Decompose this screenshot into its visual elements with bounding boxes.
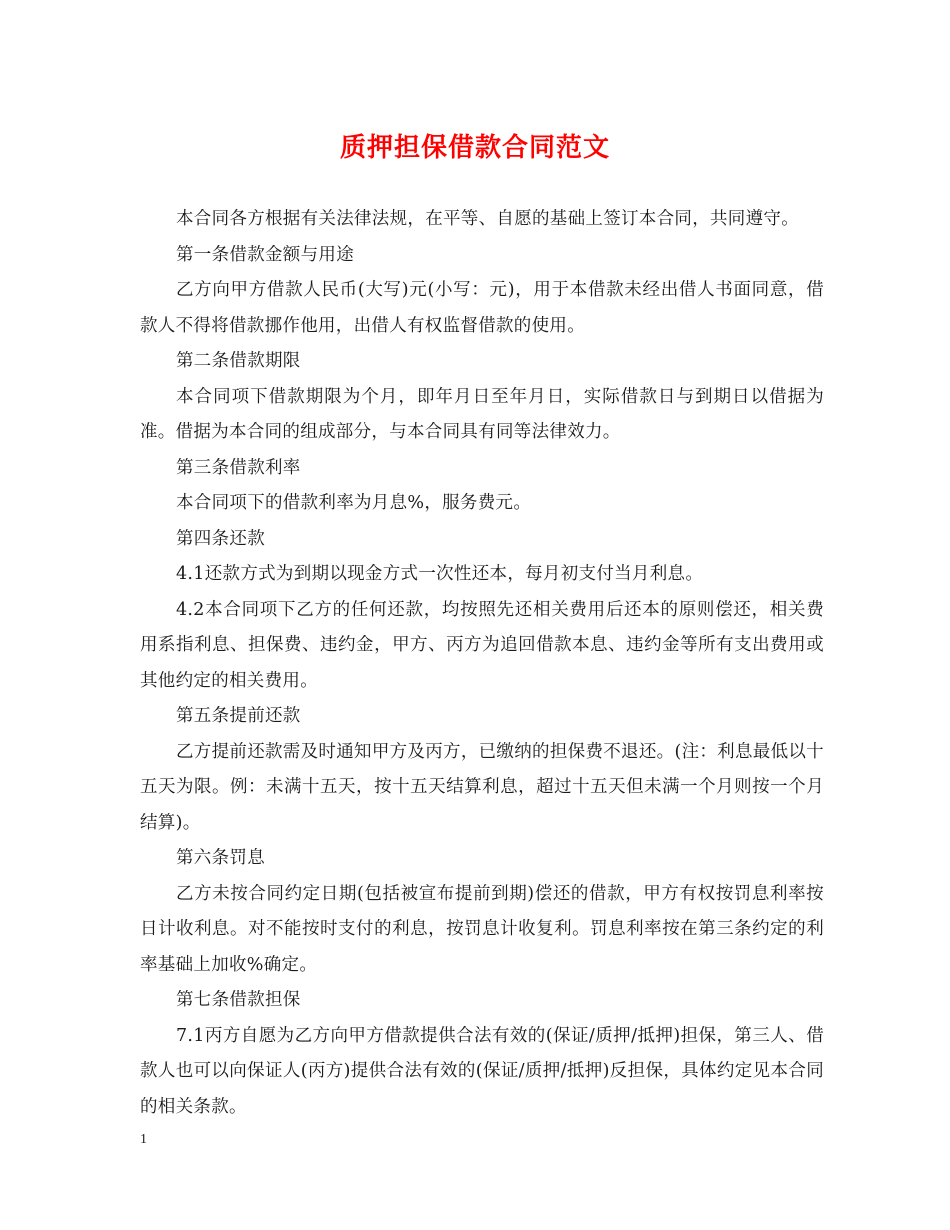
article-2-heading: 第二条借款期限 [176, 351, 301, 371]
article-5-heading: 第五条提前还款 [176, 706, 301, 726]
article-1-text: 乙方向甲方借款人民币(大写)元(小写：元)，用于本借款未经出借人书面同意，借款人不得将借款挪作他用，出借人有权监督借款的使用。 [140, 280, 824, 336]
document-body [140, 202, 824, 1125]
article-3-text: 本合同项下的借款利率为月息%，服务费元。 [176, 493, 532, 513]
article-1-heading: 第一条借款金额与用途 [176, 244, 354, 265]
clause-4-2: 4.2本合同项下乙方的任何还款，均按照先还相关费用后还本的原则偿还，相关费用系指利息、担保费、违约金，甲方、丙方为追回借款本息、违约金等所有支出费用或其他约定的相关费用。 [140, 599, 824, 691]
page-number: 1 [140, 1132, 147, 1147]
intro-paragraph: 本合同各方根据有关法律法规，在平等、自愿的基础上签订本合同，共同遵守。 [176, 209, 799, 229]
document-title: 质押担保借款合同范文 [339, 133, 610, 163]
article-6-text: 乙方未按合同约定日期(包括被宣布提前到期)偿还的借款，甲方有权按罚息利率按日计收利息。对不能按时支付的利息，按罚息计收复利。罚息利率按在第三条约定的利率基础上加收%确定。 [140, 883, 824, 975]
article-6-heading: 第六条罚息 [176, 848, 265, 868]
article-4-heading: 第四条还款 [176, 528, 265, 549]
clause-4-1: 4.1还款方式为到期以现金方式一次性还本，每月初支付当月利息。 [176, 564, 704, 584]
article-3-heading: 第三条借款利率 [176, 457, 301, 478]
article-5-text: 乙方提前还款需及时通知甲方及丙方，已缴纳的担保费不退还。(注：利息最低以十五天为限。例：未满十五天，按十五天结算利息，超过十五天但未满一个月则按一个月结算)。 [140, 741, 824, 833]
article-7-heading: 第七条借款担保 [176, 990, 301, 1010]
clause-7-1: 7.1丙方自愿为乙方向甲方借款提供合法有效的(保证/质押/抵押)担保，第三人、借款人也可以向保证人(丙方)提供合法有效的(保证/质押/抵押)反担保，具体约定见本合同的相关条款。 [140, 1025, 824, 1117]
article-2-text: 本合同项下借款期限为个月，即年月日至年月日，实际借款日与到期日以借据为准。借据为本合同的组成部分，与本合同具有同等法律效力。 [140, 386, 824, 442]
